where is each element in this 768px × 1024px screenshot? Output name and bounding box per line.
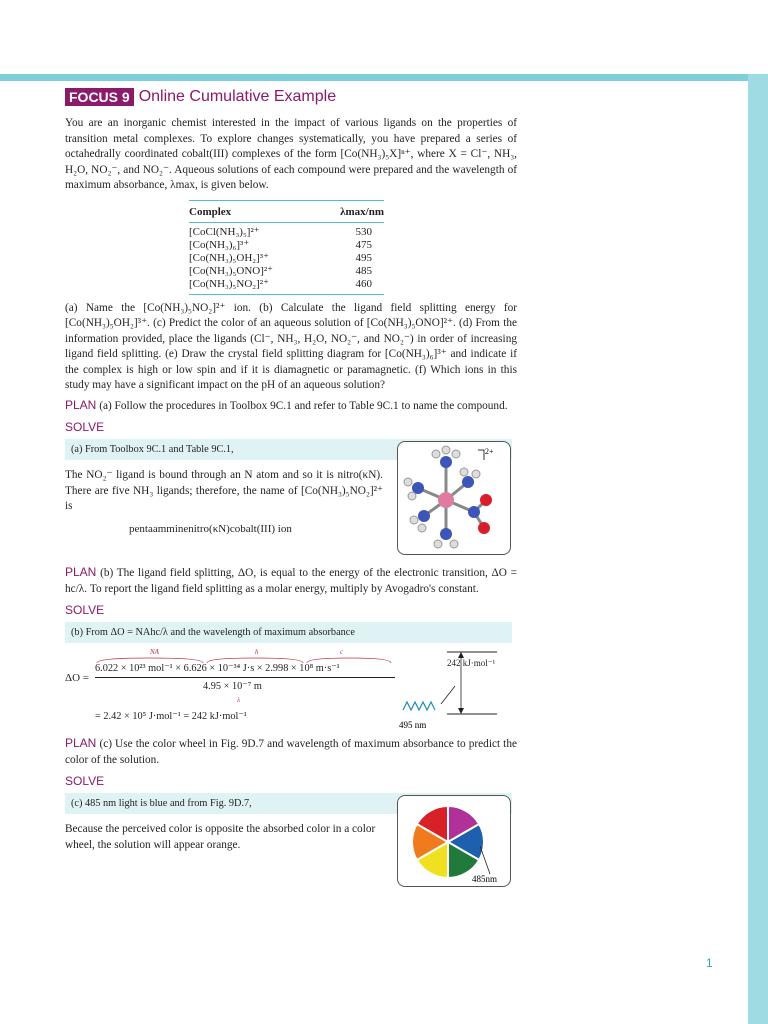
plan-label: PLAN [65, 736, 97, 750]
table-row [189, 222, 384, 239]
diagram-wavelength: 495 nm [399, 720, 427, 730]
plan-c-text: (c) Use the color wheel in Fig. 9D.7 and wavelength of maximum absorbance to predict the color of the solution. [65, 738, 517, 766]
step-b-bar: (b) From ΔO = NAhc/λ and the wavelength of maximum absorbance [65, 622, 512, 643]
octahedral-complex-icon [398, 442, 510, 554]
page-title: Online Cumulative Example [138, 88, 337, 105]
table-row [189, 239, 384, 252]
table-cell: 485 [355, 264, 372, 277]
plan-b-text: (b) The ligand field splitting, ΔO, is equal to the energy of the electronic transition, ΔO = hc/λ. To report the ligand field splitting as a molar energy, multiply by Avogadro's constant. [65, 567, 517, 595]
table-cell: 495 [355, 251, 372, 264]
intro-paragraph: You are an inorganic chemist interested in the impact of various ligands on the properties of transition metal complexes. To explore changes systematically, you have prepared a series of octahedrally coordinated cobalt(III) complexes of the form [Co(NH₃)₅X]ⁿ⁺, where X = Cl⁻, NH₃, H₂O, NO₂⁻, and NO₂⁻. Aqueous solutions of each compound were prepared and the wavelength of maximum absorbance, λmax, is given below. [65, 117, 517, 191]
top-accent-band [0, 74, 768, 81]
solve-b-block [65, 622, 517, 734]
plan-c [65, 736, 517, 768]
table-row [189, 252, 384, 265]
step-a-bar: (a) From Toolbox 9C.1 and Table 9C.1, [65, 439, 512, 460]
table-cell: [Co(NH₃)₆]³⁺ [189, 238, 250, 251]
wheel-label: 485nm [472, 874, 498, 884]
questions-paragraph: (a) Name the [Co(NH₃)₅NO₂]²⁺ ion. (b) Calculate the ligand field splitting energy for [Co(NH₃)₅OH₂]³⁺. (c) Predict the color of an aqueous solution of [Co(NH₃)₅ONO]²⁺. (d) From the information provided, place the ligands (Cl⁻, NH₃, H₂O, NO₂⁻, and NO₂⁻) in order of increasing ligand field splitting. (e) Draw the crystal field splitting diagram for [Co(NH₃)₆]³⁺ and indicate if the complex is high or low spin and if it is diamagnetic or paramagnetic. (f) Which ions in this study may have a significant impact on the pH of an aqueous solution? [65, 301, 517, 391]
plan-a-text: (a) Follow the procedures in Toolbox 9C.1 and refer to Table 9C.1 to name the compound. [99, 399, 508, 412]
solve-label-a: SOLVE [65, 420, 105, 434]
plan-label: PLAN [65, 397, 97, 412]
solve-label-b: SOLVE [65, 603, 105, 617]
table-cell: 530 [355, 225, 372, 238]
table-row [189, 265, 384, 278]
table-cell: [Co(NH₃)₅NO₂]²⁺ [189, 278, 339, 295]
annot-c: c [340, 648, 344, 656]
table-header-lambda: λmax/nm [339, 200, 384, 222]
complex-table [189, 200, 384, 295]
part-a-answer: pentaamminenitro(κN)cobalt(III) ion [129, 522, 292, 535]
annot-lambda: λ [237, 696, 241, 704]
annot-na: NA [150, 648, 159, 656]
header [65, 88, 517, 106]
side-accent-band [748, 74, 768, 1024]
table-cell: 475 [355, 238, 372, 251]
plan-label: PLAN [65, 565, 97, 579]
complex-charge: 2+ [485, 447, 494, 456]
step-c-bar: (c) 485 nm light is blue and from Fig. 9D.7, [65, 793, 512, 814]
equation-lhs: ΔO = [65, 672, 89, 684]
annot-h: h [255, 648, 259, 656]
molecule-figure [397, 441, 511, 555]
table-cell: [CoCl(NH₃)₅]²⁺ [189, 225, 260, 238]
equation-denominator: 4.95 × 10⁻⁷ m [203, 681, 262, 692]
table-cell: [Co(NH₃)₅ONO]²⁺ [189, 264, 273, 277]
solve-a-block [65, 439, 517, 559]
solve-label-c: SOLVE [65, 774, 105, 788]
part-a-text: The NO₂⁻ ligand is bound through an N atom and so it is nitro(κN). There are five NH₃ ligands; therefore, the name of [Co(NH₃)₅NO₂]²⁺ is [65, 469, 383, 512]
page-number: 1 [706, 956, 713, 970]
fraction-bar [95, 677, 395, 678]
main-content [65, 88, 517, 888]
energy-diagram [397, 648, 509, 732]
focus-badge: FOCUS 9 [65, 88, 134, 106]
equation-numerator: 6.022 × 10²³ mol⁻¹ × 6.626 × 10⁻³⁴ J·s × 2.998 × 10⁸ m·s⁻¹ [95, 663, 340, 674]
solve-c-block [65, 793, 517, 888]
plan-a [65, 398, 517, 415]
diagram-energy: 242 kJ·mol⁻¹ [447, 658, 496, 668]
plan-b [65, 565, 517, 597]
table-cell: [Co(NH₃)₅OH₂]³⁺ [189, 251, 269, 264]
table-header-complex: Complex [189, 200, 339, 222]
color-wheel-icon [398, 796, 510, 886]
part-c-text: Because the perceived color is opposite the absorbed color in a color wheel, the solution will appear orange. [65, 823, 376, 851]
table-row [189, 278, 384, 295]
equation-result: = 2.42 × 10⁵ J·mol⁻¹ = 242 kJ·mol⁻¹ [95, 711, 247, 722]
table-cell: 460 [339, 278, 384, 295]
color-wheel-figure [397, 795, 511, 887]
